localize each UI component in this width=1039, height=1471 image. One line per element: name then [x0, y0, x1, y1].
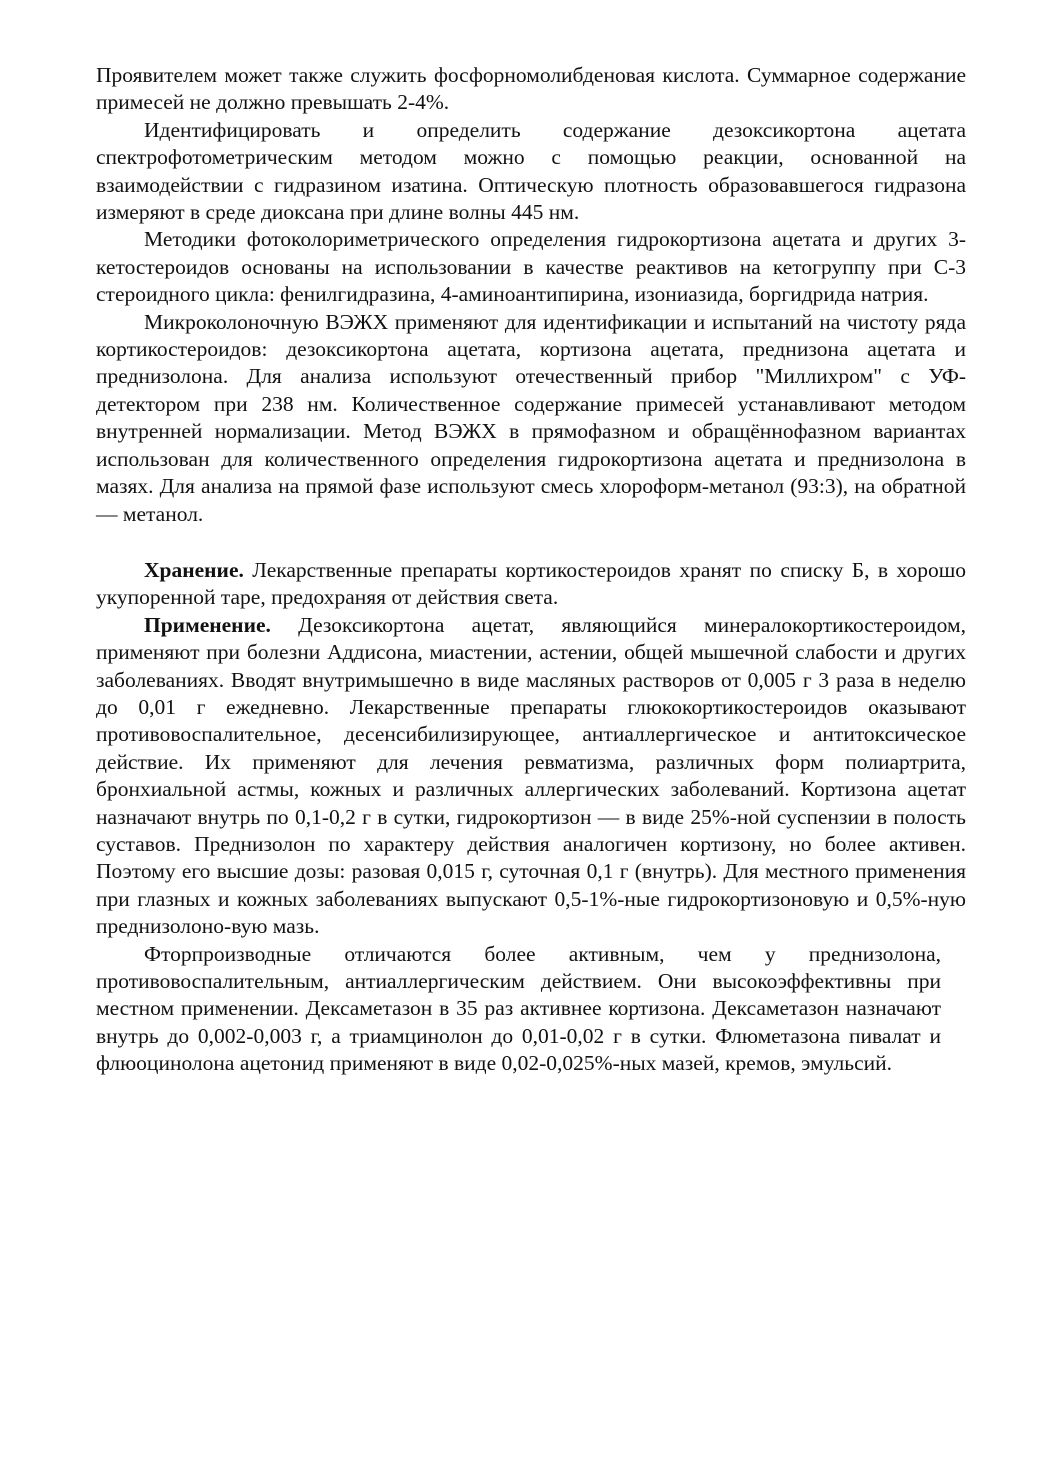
application-heading: Применение. [144, 612, 271, 637]
paragraph-developer-reagent: Проявителем может также служить фосфорномолибденовая кислота. Суммарное содержание примесей не должно превышать 2-4%. [96, 63, 966, 115]
paragraph-hplc-method: Микроколоночную ВЭЖХ применяют для идентификации и испытаний на чистоту ряда кортикостероидов: дезоксикортона ацетата, кортизона ацетата, преднизона ацетата и преднизолона. Для анализа используют отечественный прибор "Миллихром" с УФ-детектором при 238 нм. Количественное содержание примесей устанавливают методом внутренней нормализации. Метод ВЭЖХ в прямофазном и обращённофазном вариантах использован для количественного определения гидрокортизона ацетата и преднизолона в мазях. Для анализа на прямой фазе используют смесь хлороформ-метанол (93:3), на обратной — метанол. [96, 309, 966, 526]
paragraph-storage [96, 557, 966, 612]
storage-text: Лекарственные препараты кортикостероидов хранят по списку Б, в хорошо укупоренной таре, предохраняя от действия света. [96, 557, 966, 610]
paragraph-application [96, 612, 966, 941]
paragraph-photocolorimetric-methods: Методики фотоколориметрического определения гидрокортизона ацетата и других 3-кетостероидов основаны на использовании в качестве реактивов на кетогруппу при С-3 стероидного цикла: фенилгидразина, 4-аминоантипирина, изониазида, боргидрида натрия. [96, 227, 966, 307]
paragraph-fluorinated-derivatives: Фторпроизводные отличаются более активным, чем у преднизолона, противовоспалительным, антиаллергическим действием. Они высокоэффективны при местном применении. Дексаметазон в 35 раз активнее кортизона. Дексаметазон назначают внутрь до 0,002-0,003 г, а триамцинолон до 0,01-0,02 г в сутки. Флюметазона пивалат и флюоцинолона ацетонид применяют в виде 0,02-0,025%-ных мазей, кремов, эмульсий. [96, 941, 941, 1076]
application-text: Дезоксикортона ацетат, являющийся минералокортикостероидом, применяют при болезни Аддисона, миастении, астении, общей мышечной слабости и других заболеваниях. Вводят внутримышечно в виде масляных растворов от 0,005 г 3 раза в неделю до 0,01 г ежедневно. Лекарственные препараты глюкокортикостероидов оказывают противовоспалительное, десенсибилизирующее, антиаллергическое и антитоксическое действие. Их применяют для лечения ревматизма, различных форм полиартрита, бронхиальной астмы, кожных и различных аллергических заболеваний. Кортизона ацетат назначают внутрь по 0,1-0,2 г в сутки, гидрокортизон — в виде 25%-ной суспензии в полость суставов. Преднизолон по характеру действия аналогичен кортизону, но более активен. Поэтому его высшие дозы: разовая 0,015 г, суточная 0,1 г (внутрь). Для местного применения при глазных и кожных заболеваниях выпускают 0,5-1%-ные гидрокортизоновую и 0,5%-ную преднизолоно-вую мазь. [96, 612, 966, 939]
paragraph-spectrophotometric-method: Идентифицировать и определить содержание дезоксикортона ацетата спектрофотометрическим методом можно с помощью реакции, основанной на взаимодействии с гидразином изатина. Оптическую плотность образовавшегося гидразона измеряют в среде диоксана при длине волны 445 нм. [96, 117, 966, 225]
document-page [96, 62, 966, 1078]
storage-heading: Хранение. [144, 557, 244, 582]
section-gap [96, 528, 966, 557]
